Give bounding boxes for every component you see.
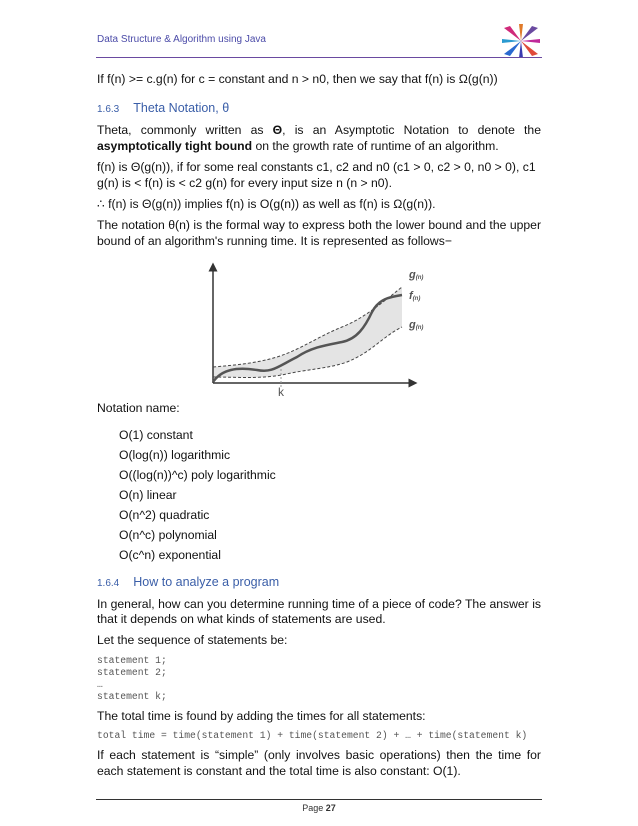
- section-heading-1-6-4: [97, 575, 541, 589]
- section-number: 1.6.4: [97, 577, 120, 589]
- notation-label: Notation name:: [97, 401, 180, 416]
- omega-definition: If f(n) >= c.g(n) for c = constant and n > n0, then we say that f(n) is Ω(g(n)): [97, 72, 498, 86]
- analyze-paragraph-1: In general, how can you determine running time of a piece of code? The answer is that it depends on what kinds of statements are used.: [97, 596, 541, 627]
- theta-graph-svg: [97, 257, 541, 397]
- section-title: Theta Notation, θ: [133, 101, 230, 116]
- page-footer: [0, 803, 638, 813]
- theta-graph: [97, 257, 541, 397]
- theta-symbol: Θ: [272, 123, 283, 138]
- theta-paragraph-1: [97, 123, 541, 154]
- analyze-paragraph-3: The total time is found by adding the times for all statements:: [97, 708, 426, 723]
- logo-icon: [500, 22, 542, 60]
- analyze-paragraph-4: If each statement is “simple” (only involves basic operations) then the time for each statement is constant and the total time is also constant: O(1).: [97, 748, 541, 778]
- label-k: k: [278, 385, 284, 398]
- header-title: Data Structure & Algorithm using Java: [97, 34, 266, 45]
- notation-list: [119, 425, 541, 565]
- list-item: O(n) linear: [119, 487, 177, 502]
- list-item: O(n^c) polynomial: [119, 527, 217, 542]
- list-item: O((log(n))^c) poly logarithmic: [119, 467, 276, 482]
- label-lower-bound: g(n): [409, 319, 424, 332]
- footer-divider: [96, 799, 542, 800]
- section-number: 1.6.3: [97, 104, 120, 116]
- header-divider: [96, 57, 542, 58]
- text-run: , is an Asymptotic Notation to denote the: [282, 123, 541, 138]
- text-run: on the growth rate of runtime of an algorithm.: [252, 138, 499, 153]
- theta-paragraph-3: ∴ f(n) is Θ(g(n)) implies f(n) is O(g(n)) as well as f(n) is Ω(g(n)).: [97, 197, 436, 212]
- section-title: How to analyze a program: [133, 574, 280, 589]
- bold-term: asymptotically tight bound: [97, 138, 253, 153]
- theta-paragraph-2: f(n) is Θ(g(n)), if for some real constants c1, c2 and n0 (c1 > 0, c2 > 0, n0 > 0), c1 g(n) is < f(n) is < c2 g(n) for every input size n (n > n0).: [97, 160, 536, 190]
- list-item: O(c^n) exponential: [119, 547, 221, 562]
- list-item: O(n^2) quadratic: [119, 507, 210, 522]
- analyze-paragraph-2: Let the sequence of statements be:: [97, 633, 288, 648]
- list-item: O(log(n)) logarithmic: [119, 447, 231, 462]
- page-label: Page: [302, 803, 326, 813]
- text-run: Theta, commonly written as: [97, 123, 273, 138]
- page-number: 27: [325, 803, 336, 813]
- theta-paragraph-4: The notation θ(n) is the formal way to express both the lower bound and the upper bound of an algorithm's running time. It is represented as follows−: [97, 218, 541, 248]
- code-block-statements: statement 1; statement 2; … statement k;: [97, 654, 167, 702]
- section-heading-1-6-3: [97, 101, 541, 115]
- label-f: f(n): [409, 290, 421, 303]
- label-upper-bound: g(n): [409, 269, 424, 282]
- code-block-total: total time = time(statement 1) + time(statement 2) + … + time(statement k): [97, 730, 528, 742]
- band-fill: [213, 287, 402, 378]
- page-content: [97, 72, 541, 779]
- list-item: O(1) constant: [119, 427, 193, 442]
